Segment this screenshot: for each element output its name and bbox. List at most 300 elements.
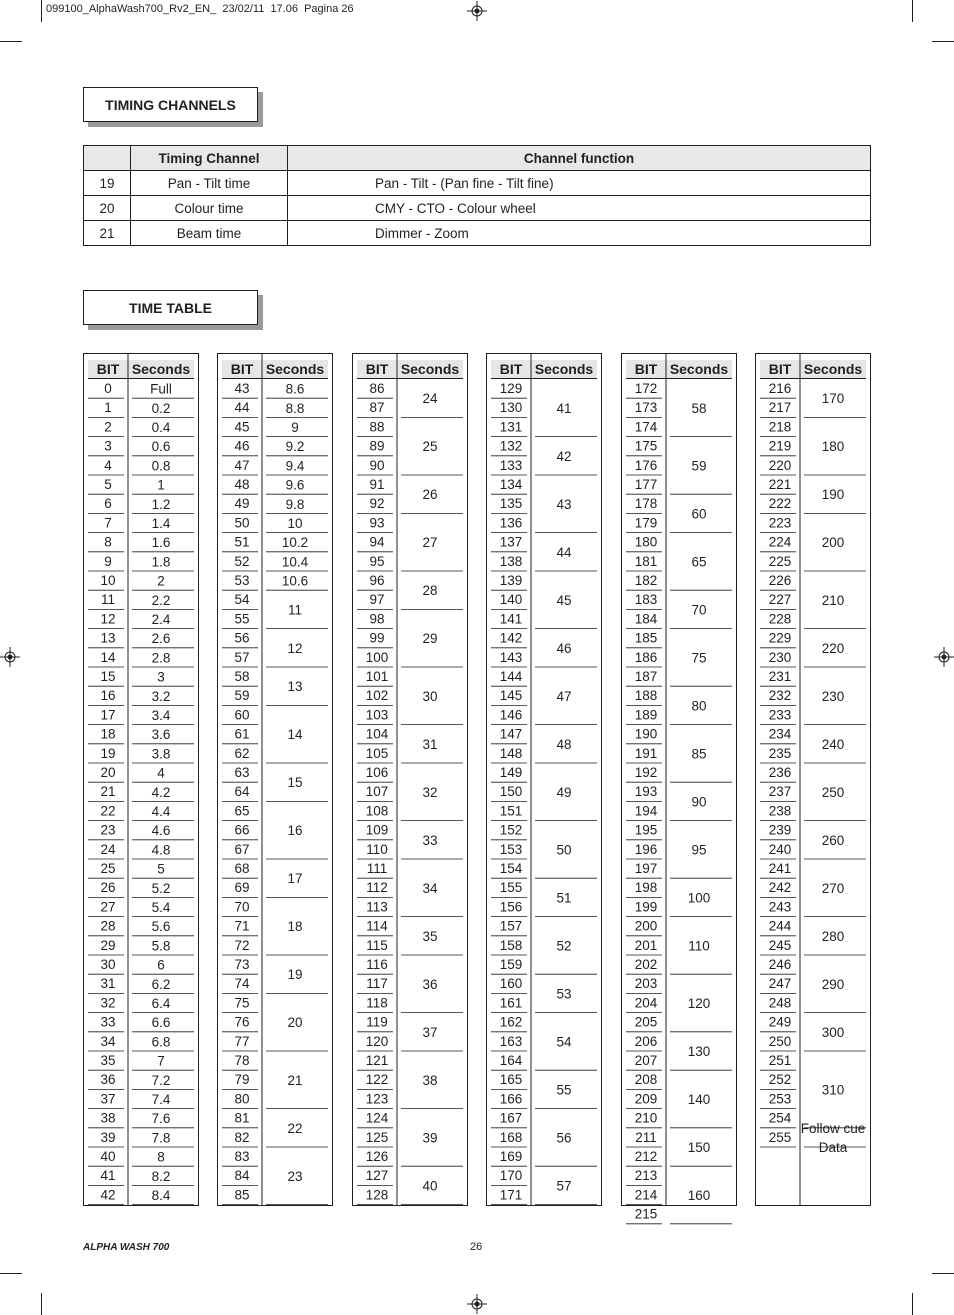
seconds-value: 8.6 [285,381,305,397]
bit-value: 175 [634,438,658,454]
bit-value: 73 [234,957,250,972]
bit-value: 120 [365,1033,389,1049]
timing-channel-name: Colour time [131,196,288,221]
bit-value: 53 [234,573,250,588]
channel-function: Pan - Tilt - (Pan fine - Tilt fine) [288,171,871,196]
bit-value: 39 [100,1129,116,1145]
bit-value: 167 [499,1110,523,1126]
bit-value: 2 [104,419,112,435]
bit-value: 217 [768,400,792,416]
seconds-value: 60 [691,506,707,522]
seconds-value: 6.2 [151,976,171,992]
column-header-bit: BIT [96,361,120,377]
seconds-value: 250 [821,784,845,800]
bit-value: 14 [100,649,116,665]
seconds-value: 39 [422,1130,438,1146]
seconds-value: 4 [157,765,165,781]
bit-value: 250 [768,1033,792,1049]
bit-value: 19 [100,745,116,761]
seconds-value: Full [150,381,172,397]
bit-value: 208 [634,1072,658,1088]
column-header-seconds: Seconds [400,361,460,377]
channel-number: 21 [84,221,131,246]
bit-value: 90 [369,457,385,473]
bit-value: 188 [634,688,658,704]
bit-value: 186 [634,649,658,665]
bit-value: 187 [634,669,658,684]
time-table-column-3 [352,353,468,1206]
seconds-value: 0.4 [151,420,171,435]
bit-value: 240 [768,841,792,857]
bit-value: 96 [369,573,385,588]
bit-value: 173 [634,400,658,416]
bit-value: 132 [499,438,523,454]
bit-value: 174 [634,419,658,435]
bit-value: 136 [499,515,523,531]
bit-value: 40 [100,1149,116,1164]
bit-value: 6 [104,496,112,512]
seconds-value: 4.8 [151,842,171,858]
bit-value: 91 [369,477,385,492]
seconds-value: 54 [556,1034,572,1050]
timing-channel-name: Beam time [131,221,288,246]
seconds-value: 13 [287,679,303,695]
bit-value: 111 [366,861,388,876]
seconds-value: 1.8 [151,554,171,570]
seconds-value: 2.6 [151,631,171,647]
bit-value: 50 [234,515,250,531]
bit-value: 148 [499,745,523,761]
column-header-seconds: Seconds [803,361,863,377]
bit-value: 176 [634,457,658,473]
bit-value: 183 [634,592,658,608]
bit-value: 206 [634,1033,658,1049]
bit-value: 160 [499,976,523,992]
seconds-value: 1.6 [151,535,171,551]
time-table-column-6 [755,353,871,1206]
bit-value: 116 [366,957,388,972]
seconds-value: 40 [422,1178,438,1194]
bit-value: 169 [499,1149,523,1164]
seconds-value: 6 [157,957,165,973]
bit-value: 225 [768,553,792,569]
bit-value: 252 [768,1072,792,1088]
bit-value: 122 [365,1072,389,1088]
bit-value: 42 [100,1187,116,1203]
bit-value: 253 [768,1091,792,1107]
seconds-value: 4.2 [151,784,171,800]
bit-value: 154 [499,861,523,876]
seconds-value: 200 [821,535,845,551]
bit-value: 146 [499,707,523,723]
seconds-value: 2.8 [151,650,171,666]
bit-value: 82 [234,1129,250,1145]
bit-value: 119 [366,1014,388,1030]
bit-value: 71 [234,918,250,934]
bit-value: 142 [499,630,523,646]
bit-value: 237 [768,784,792,800]
bit-value: 4 [104,457,112,473]
column-header-channel-function: Channel function [288,146,871,171]
seconds-value: 4.6 [151,823,171,839]
bit-value: 212 [634,1149,658,1164]
bit-value: 235 [768,745,792,761]
bit-value: 1 [104,400,112,416]
seconds-value: 3 [157,669,165,685]
seconds-value: 38 [422,1072,438,1088]
seconds-value: 8 [157,1149,165,1165]
bit-value: 105 [365,745,389,761]
bit-value: 168 [499,1129,523,1145]
seconds-value: 12 [287,640,303,656]
bit-value: 87 [369,400,385,416]
bit-value: 84 [234,1168,250,1184]
seconds-value: 9.4 [285,458,305,474]
bit-value: 151 [499,803,523,819]
seconds-value: 110 [688,938,710,954]
column-header-number [84,146,131,171]
seconds-value: 6.6 [151,1015,171,1031]
timing-channels-heading: TIMING CHANNELS [83,87,258,122]
time-table-column-5 [621,353,737,1222]
seconds-value: 9.8 [285,496,305,512]
bit-value: 162 [499,1014,523,1030]
bit-value: 126 [365,1149,389,1164]
bit-value: 68 [234,861,250,876]
bit-value: 233 [768,707,792,723]
bit-value: 228 [768,611,792,627]
bit-value: 52 [234,553,250,569]
bit-value: 166 [499,1091,523,1107]
bit-value: 61 [234,726,250,742]
bit-value: 5 [104,477,112,492]
bit-value: 114 [366,918,388,934]
bit-value: 121 [365,1053,389,1068]
time-table-column-1 [83,353,199,1206]
seconds-value: 5.6 [151,919,171,935]
bit-value: 101 [365,669,389,684]
bit-value: 241 [768,861,792,876]
bit-value: 28 [100,918,116,934]
seconds-value: 130 [687,1044,711,1059]
bit-value: 109 [365,822,389,838]
bit-value: 133 [499,457,523,473]
crop-mark-bottom-left-h [0,1273,22,1274]
bit-value: 196 [634,841,658,857]
seconds-value: 29 [422,631,438,647]
registration-mark-top-icon [467,1,487,21]
bit-value: 145 [499,688,523,704]
bit-value: 251 [768,1053,792,1068]
seconds-value: 160 [687,1188,711,1203]
seconds-value: 270 [821,880,845,896]
bit-value: 150 [499,784,523,800]
seconds-value: 0.6 [151,439,171,455]
seconds-value: 310 [821,1082,845,1098]
seconds-value: 230 [821,688,845,704]
seconds-value: 3.6 [151,727,171,743]
bit-value: 184 [634,611,658,627]
bit-value: 207 [634,1053,658,1068]
seconds-value: 5 [157,861,165,877]
bit-value: 102 [365,688,389,704]
bit-value: 83 [234,1149,250,1164]
seconds-value: 0.8 [151,458,171,474]
bit-value: 81 [234,1110,250,1126]
bit-value: 189 [634,707,658,723]
bit-value: 88 [369,419,385,435]
seconds-value: 11 [287,602,303,618]
timing-channel-name: Pan - Tilt time [131,171,288,196]
seconds-value: 14 [287,727,303,743]
registration-mark-right-icon [934,647,954,667]
bit-value: 22 [100,803,116,819]
seconds-value: 46 [556,640,572,656]
bit-value: 170 [499,1168,523,1184]
bit-value: 34 [100,1033,116,1049]
seconds-value: 180 [821,439,845,455]
seconds-value: 2.4 [151,612,171,627]
crop-mark-top-right-h [932,41,954,42]
bit-value: 172 [634,381,658,396]
seconds-value: 95 [691,842,707,858]
bit-value: 230 [768,649,792,665]
bit-value: 24 [100,841,116,857]
seconds-value: 170 [821,391,845,407]
bit-value: 41 [100,1168,116,1184]
bit-value: 103 [365,707,389,723]
bit-value: 134 [499,477,523,492]
table-row [84,171,871,196]
bit-value: 23 [100,822,116,838]
bit-value: 60 [234,707,250,723]
bit-value: 239 [768,822,792,838]
column-header-bit: BIT [768,361,792,377]
bit-value: 93 [369,515,385,531]
seconds-value: 21 [287,1072,303,1088]
bit-value: 236 [768,765,792,780]
seconds-value: 32 [422,784,438,800]
bit-value: 33 [100,1014,116,1030]
bit-value: 209 [634,1091,658,1107]
seconds-value: 3.8 [151,746,171,762]
seconds-value: 260 [821,832,845,848]
bit-value: 158 [499,937,523,953]
seconds-value: 240 [821,736,845,752]
bit-value: 59 [234,688,250,704]
bit-value: 127 [365,1168,389,1184]
bit-value: 214 [634,1187,658,1203]
bit-value: 48 [234,477,250,492]
bit-value: 234 [768,726,792,742]
bit-value: 242 [768,880,792,896]
bit-value: 159 [499,957,523,972]
bit-value: 58 [234,669,250,684]
seconds-value: 0.2 [151,400,171,416]
bit-value: 124 [365,1110,389,1126]
crop-mark-bottom-left-v [41,1293,42,1315]
bit-value: 203 [634,976,658,992]
column-header-bit: BIT [230,361,254,377]
seconds-value: 22 [287,1120,303,1136]
bit-value: 45 [234,419,250,435]
bit-value: 143 [499,649,523,665]
bit-value: 147 [499,726,523,742]
bit-value: 238 [768,803,792,819]
seconds-value: 6.8 [151,1034,171,1050]
seconds-value: 4.4 [151,804,171,819]
bit-value: 98 [369,611,385,627]
seconds-value: 9.6 [285,477,305,493]
seconds-value: 85 [691,746,707,762]
bit-value: 13 [100,630,116,646]
bit-value: 115 [366,937,388,953]
bit-value: 218 [768,419,792,435]
bit-value: 177 [634,477,658,492]
bit-value: 46 [234,438,250,454]
registration-mark-bottom-icon [467,1294,487,1314]
seconds-value: 31 [422,736,438,752]
seconds-value: 140 [687,1092,711,1107]
seconds-value: 2.2 [151,592,171,608]
bit-value: 8 [104,534,112,550]
bit-value: 92 [369,496,385,512]
seconds-value: 3.2 [151,688,171,704]
bit-value: 64 [234,784,250,800]
crop-mark-top-left-v [41,0,42,22]
seconds-value: 80 [691,698,707,714]
bit-value: 31 [100,976,116,992]
seconds-value: 70 [691,602,707,618]
seconds-value: 2 [157,573,165,589]
channel-number: 19 [84,171,131,196]
bit-value: 129 [499,381,523,396]
seconds-value: 47 [556,688,572,704]
bit-value: 224 [768,534,792,550]
bit-value: 201 [634,937,658,953]
bit-value: 51 [234,534,250,550]
bit-value: 135 [499,496,523,512]
seconds-value: 8.4 [151,1188,171,1203]
bit-value: 138 [499,553,523,569]
bit-value: 157 [499,918,523,934]
bit-value: 130 [499,400,523,416]
column-header-bit: BIT [499,361,523,377]
seconds-value: 7.8 [151,1130,171,1146]
seconds-value: 65 [691,554,707,570]
column-header-seconds: Seconds [534,361,594,377]
bit-value: 149 [499,765,523,780]
bit-value: 74 [234,976,250,992]
bit-value: 113 [366,899,388,915]
bit-value: 179 [634,515,658,531]
bit-value: 56 [234,630,250,646]
seconds-value: 9.2 [285,439,305,455]
bit-value: 79 [234,1072,250,1088]
bit-value: 244 [768,918,792,934]
bit-value: 243 [768,899,792,915]
bit-value: 137 [499,534,523,550]
seconds-value: 58 [691,400,707,416]
seconds-value: 34 [422,880,438,896]
bit-value: 220 [768,457,792,473]
seconds-value: 23 [287,1168,303,1184]
bit-value: 152 [499,822,523,838]
bit-value: 229 [768,630,792,646]
bit-value: 107 [365,784,389,800]
bit-value: 131 [499,419,523,435]
bit-value: 104 [365,726,389,742]
bit-value: 140 [499,592,523,608]
bit-value: 38 [100,1110,116,1126]
seconds-value: 19 [287,967,303,983]
seconds-value: 25 [422,439,438,455]
bit-value: 117 [366,976,388,992]
bit-value: 17 [100,707,116,723]
seconds-value: 56 [556,1130,572,1146]
seconds-value: 75 [691,650,707,666]
seconds-value: 35 [422,928,438,944]
bit-value: 195 [634,822,658,838]
seconds-value: 280 [821,928,845,944]
seconds-value: 33 [422,832,438,848]
bit-value: 89 [369,438,385,454]
bit-value: 118 [366,995,388,1011]
seconds-value: 210 [821,592,845,608]
bit-value: 3 [104,438,112,454]
bit-value: 100 [365,649,389,665]
bit-value: 123 [365,1091,389,1107]
bit-value: 178 [634,496,658,512]
bit-value: 20 [100,765,116,780]
seconds-value: 30 [422,688,438,704]
bit-value: 219 [768,438,792,454]
seconds-value: 7.2 [151,1072,171,1088]
bit-value: 95 [369,553,385,569]
crop-mark-top-right-v [912,0,913,22]
crop-mark-top-left-h [0,41,22,42]
page-number: 26 [470,1241,483,1253]
seconds-value: 57 [556,1178,572,1194]
time-table-column-4 [486,353,602,1206]
bit-value: 161 [499,995,523,1011]
bit-value: 37 [100,1091,116,1107]
bit-value: 193 [634,784,658,800]
bit-value: 144 [499,669,523,684]
time-table-column-2 [217,353,333,1206]
bit-value: 32 [100,995,116,1011]
table-row [84,221,871,246]
bit-value: 204 [634,995,658,1011]
seconds-value: 220 [821,640,845,656]
seconds-value: 37 [422,1024,438,1040]
seconds-value: 55 [556,1082,572,1098]
seconds-value: 150 [687,1140,711,1155]
bit-value: 245 [768,937,792,953]
seconds-value: Data [818,1140,848,1155]
seconds-value: 41 [556,400,572,416]
bit-value: 182 [634,573,658,588]
bit-value: 62 [234,745,250,761]
bit-value: 35 [100,1053,116,1068]
seconds-value: 27 [422,535,438,551]
bit-value: 36 [100,1072,116,1088]
bit-value: 10 [100,573,116,588]
bit-value: 213 [634,1168,658,1184]
seconds-value: 49 [556,784,572,800]
seconds-value: 8.8 [285,400,305,416]
channel-function: Dimmer - Zoom [288,221,871,246]
